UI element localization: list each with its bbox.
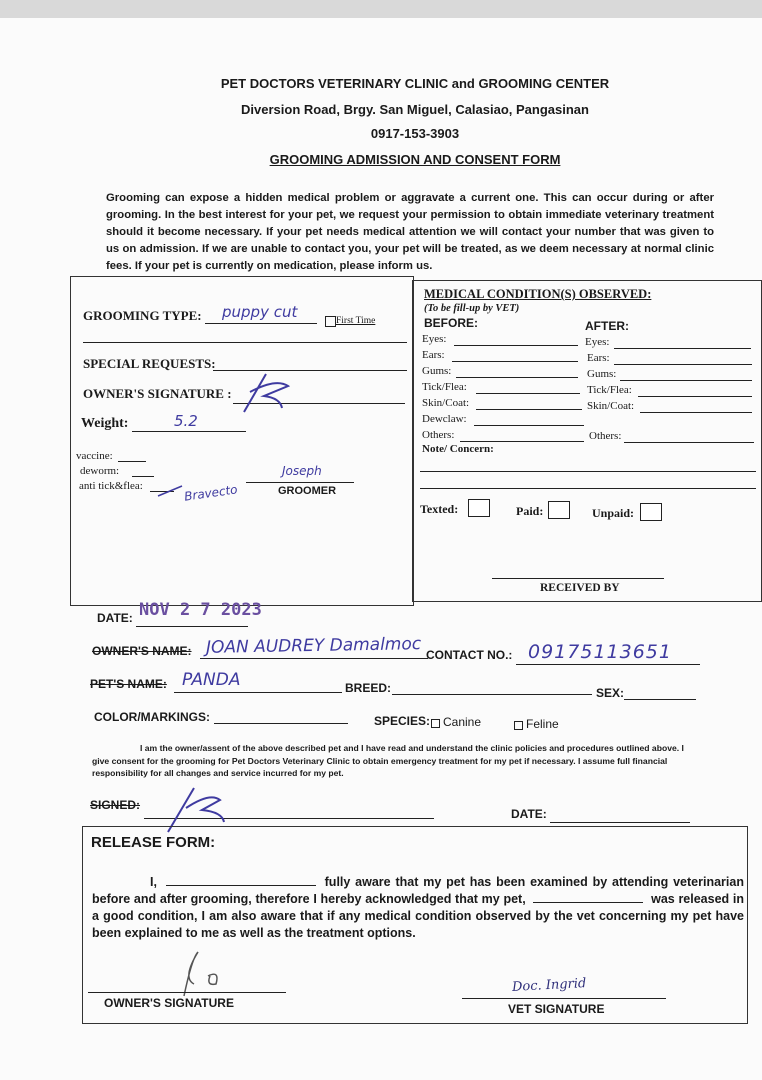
intro-paragraph: Grooming can expose a hidden medical problem or aggravate a current one. This can occur during or after grooming. In the best interest for your pet, we request your permission to obtain immediate veterinary treatment should it become necessary. If your pet needs medical attention we will contact your number that was given to us on admission. If we are unable to contact you, your pet will be treated, as we deem necessary at normal clinic fees. If your pet is currently on medication, please inform us.: [106, 192, 714, 272]
before-skin: Skin/Coat:: [422, 397, 470, 409]
after-skin-line[interactable]: [640, 412, 752, 413]
weight-label: Weight:: [81, 416, 129, 431]
vet-signature: Doc. Ingrid: [511, 976, 587, 995]
owner-signature-label: OWNER'S SIGNATURE :: [83, 386, 232, 401]
after-others-line[interactable]: [624, 442, 754, 443]
after-eyes: Eyes:: [585, 336, 610, 348]
received-by-label: RECEIVED BY: [540, 582, 620, 594]
before-dewclaw: Dewclaw:: [422, 413, 467, 425]
after-tick: Tick/Flea:: [587, 384, 632, 396]
medical-title: MEDICAL CONDITION(S) OBSERVED:: [424, 287, 652, 301]
grooming-type-extra-line: [83, 342, 407, 343]
before-skin-line[interactable]: [476, 409, 582, 410]
consent-text: I am the owner/assent of the above described pet and I have read and understand the clinic policies and procedures outlined above. I give consent for the grooming for Pet Doctors Veterinary Clinic to obtain emergency treatment for my pet if necessary. I assume full financial responsibility for all changes and service incurred for my pet.: [92, 743, 684, 778]
groomer-name[interactable]: Joseph: [282, 464, 322, 478]
owner-name-value[interactable]: JOAN AUDREY Damalmoc: [205, 634, 422, 658]
before-others-line[interactable]: [460, 441, 584, 442]
release-paragraph: [92, 874, 744, 942]
weight-line: [132, 431, 246, 432]
deworm-line[interactable]: [132, 476, 154, 477]
after-skin: Skin/Coat:: [587, 400, 635, 412]
after-ears: Ears:: [587, 352, 610, 364]
before-ears-line[interactable]: [452, 361, 578, 362]
after-eyes-line[interactable]: [614, 348, 751, 349]
release-owner-signature-line[interactable]: [88, 992, 286, 993]
grooming-type-line: [205, 323, 317, 324]
anti-tick-dash: [156, 480, 186, 500]
note-label: Note/ Concern:: [422, 443, 494, 455]
release-text-2: was released in a good condition, I am also aware that if any medical condition observed by the vet concerning my pet have been explained to me as well as the treatment options.: [92, 892, 744, 940]
release-owner-signature-label: OWNER'S SIGNATURE: [104, 996, 234, 1010]
after-others: Others:: [589, 430, 622, 442]
vet-signature-line[interactable]: [462, 998, 666, 999]
contact-value[interactable]: 09175113651: [528, 641, 672, 663]
received-by-line[interactable]: [492, 578, 664, 579]
color-label: COLOR/MARKINGS:: [94, 710, 210, 724]
vaccine-line[interactable]: [118, 461, 146, 462]
grooming-type-value[interactable]: puppy cut: [222, 303, 298, 321]
release-owner-signature-mark: [174, 948, 244, 998]
before-ears: Ears:: [422, 349, 445, 361]
breed-label: BREED:: [345, 681, 392, 695]
signed-label: SIGNED:: [90, 798, 141, 812]
after-gums-line[interactable]: [620, 380, 752, 381]
first-time-checkbox[interactable]: [325, 316, 336, 327]
first-time-label: First Time: [336, 316, 376, 326]
release-title: RELEASE FORM:: [91, 834, 216, 851]
grooming-type-label: GROOMING TYPE:: [83, 308, 202, 323]
unpaid-checkbox[interactable]: [640, 503, 662, 521]
breed-line[interactable]: [392, 694, 592, 695]
date-stamp[interactable]: NOV 2 7 2023: [139, 600, 262, 620]
weight-value[interactable]: 5.2: [174, 412, 198, 430]
sex-label: SEX:: [596, 686, 625, 700]
paid-label: Paid:: [516, 504, 544, 518]
owner-name-label: OWNER'S NAME:: [92, 644, 192, 658]
release-pet-name-line[interactable]: [533, 892, 643, 903]
sex-line[interactable]: [624, 699, 696, 700]
release-text-1: fully aware that my pet has been examined by attending veterinarian before and after grooming, therefore I hereby acknowledged that my pet,: [92, 875, 744, 906]
paid-checkbox[interactable]: [548, 501, 570, 519]
before-dewclaw-line[interactable]: [474, 425, 584, 426]
contact-line: [516, 664, 700, 665]
texted-checkbox[interactable]: [468, 499, 490, 517]
release-owner-name-line[interactable]: [166, 875, 316, 886]
color-line[interactable]: [214, 723, 348, 724]
before-tick-line[interactable]: [476, 393, 580, 394]
unpaid-label: Unpaid:: [592, 506, 635, 520]
after-ears-line[interactable]: [614, 364, 752, 365]
before-gums-line[interactable]: [456, 377, 578, 378]
signed-date-line[interactable]: [550, 822, 690, 823]
texted-label: Texted:: [420, 502, 459, 516]
canine-checkbox[interactable]: [431, 719, 440, 728]
before-eyes-line[interactable]: [454, 345, 578, 346]
vet-signature-label: VET SIGNATURE: [508, 1002, 605, 1016]
before-tick: Tick/Flea:: [422, 381, 467, 393]
owner-name-line: [200, 658, 428, 659]
date-line: [136, 626, 248, 627]
owner-signature-mark: [236, 368, 306, 416]
vaccine-label: vaccine:: [76, 450, 113, 462]
date-label: DATE:: [97, 611, 133, 625]
after-label: AFTER:: [585, 319, 629, 333]
signed-date-label: DATE:: [511, 807, 547, 821]
form-title: GROOMING ADMISSION AND CONSENT FORM: [269, 152, 561, 167]
special-requests-label: SPECIAL REQUESTS:: [83, 356, 216, 371]
groomer-line: [246, 482, 354, 483]
pet-name-value[interactable]: PANDA: [182, 670, 241, 690]
clinic-address: Diversion Road, Brgy. San Miguel, Calasiao, Pangasinan: [241, 102, 589, 117]
clinic-name: PET DOCTORS VETERINARY CLINIC and GROOMING CENTER: [220, 76, 610, 91]
anti-tick-label: anti tick&flea:: [79, 480, 143, 492]
before-eyes: Eyes:: [422, 333, 447, 345]
feline-label: Feline: [526, 717, 559, 731]
after-gums: Gums:: [587, 368, 617, 380]
before-others: Others:: [422, 429, 455, 441]
medical-subtitle: (To be fill-up by VET): [424, 303, 520, 314]
anti-tick-value[interactable]: Bravecto: [183, 482, 239, 504]
release-i-label: I,: [150, 875, 157, 889]
note-line-2[interactable]: [420, 488, 756, 489]
deworm-label: deworm:: [80, 465, 120, 477]
contact-label: CONTACT NO.:: [426, 648, 513, 662]
after-tick-line[interactable]: [638, 396, 752, 397]
pet-name-label: PET'S NAME:: [90, 677, 167, 691]
species-label: SPECIES:: [374, 714, 431, 728]
before-label: BEFORE:: [424, 316, 478, 330]
note-line-1[interactable]: [420, 471, 756, 472]
before-gums: Gums:: [422, 365, 452, 377]
feline-checkbox[interactable]: [514, 721, 523, 730]
canine-label: Canine: [443, 715, 482, 729]
pet-name-line: [174, 692, 342, 693]
clinic-phone: 0917-153-3903: [370, 126, 460, 141]
form-page: [0, 18, 762, 1080]
groomer-label: GROOMER: [278, 485, 337, 497]
